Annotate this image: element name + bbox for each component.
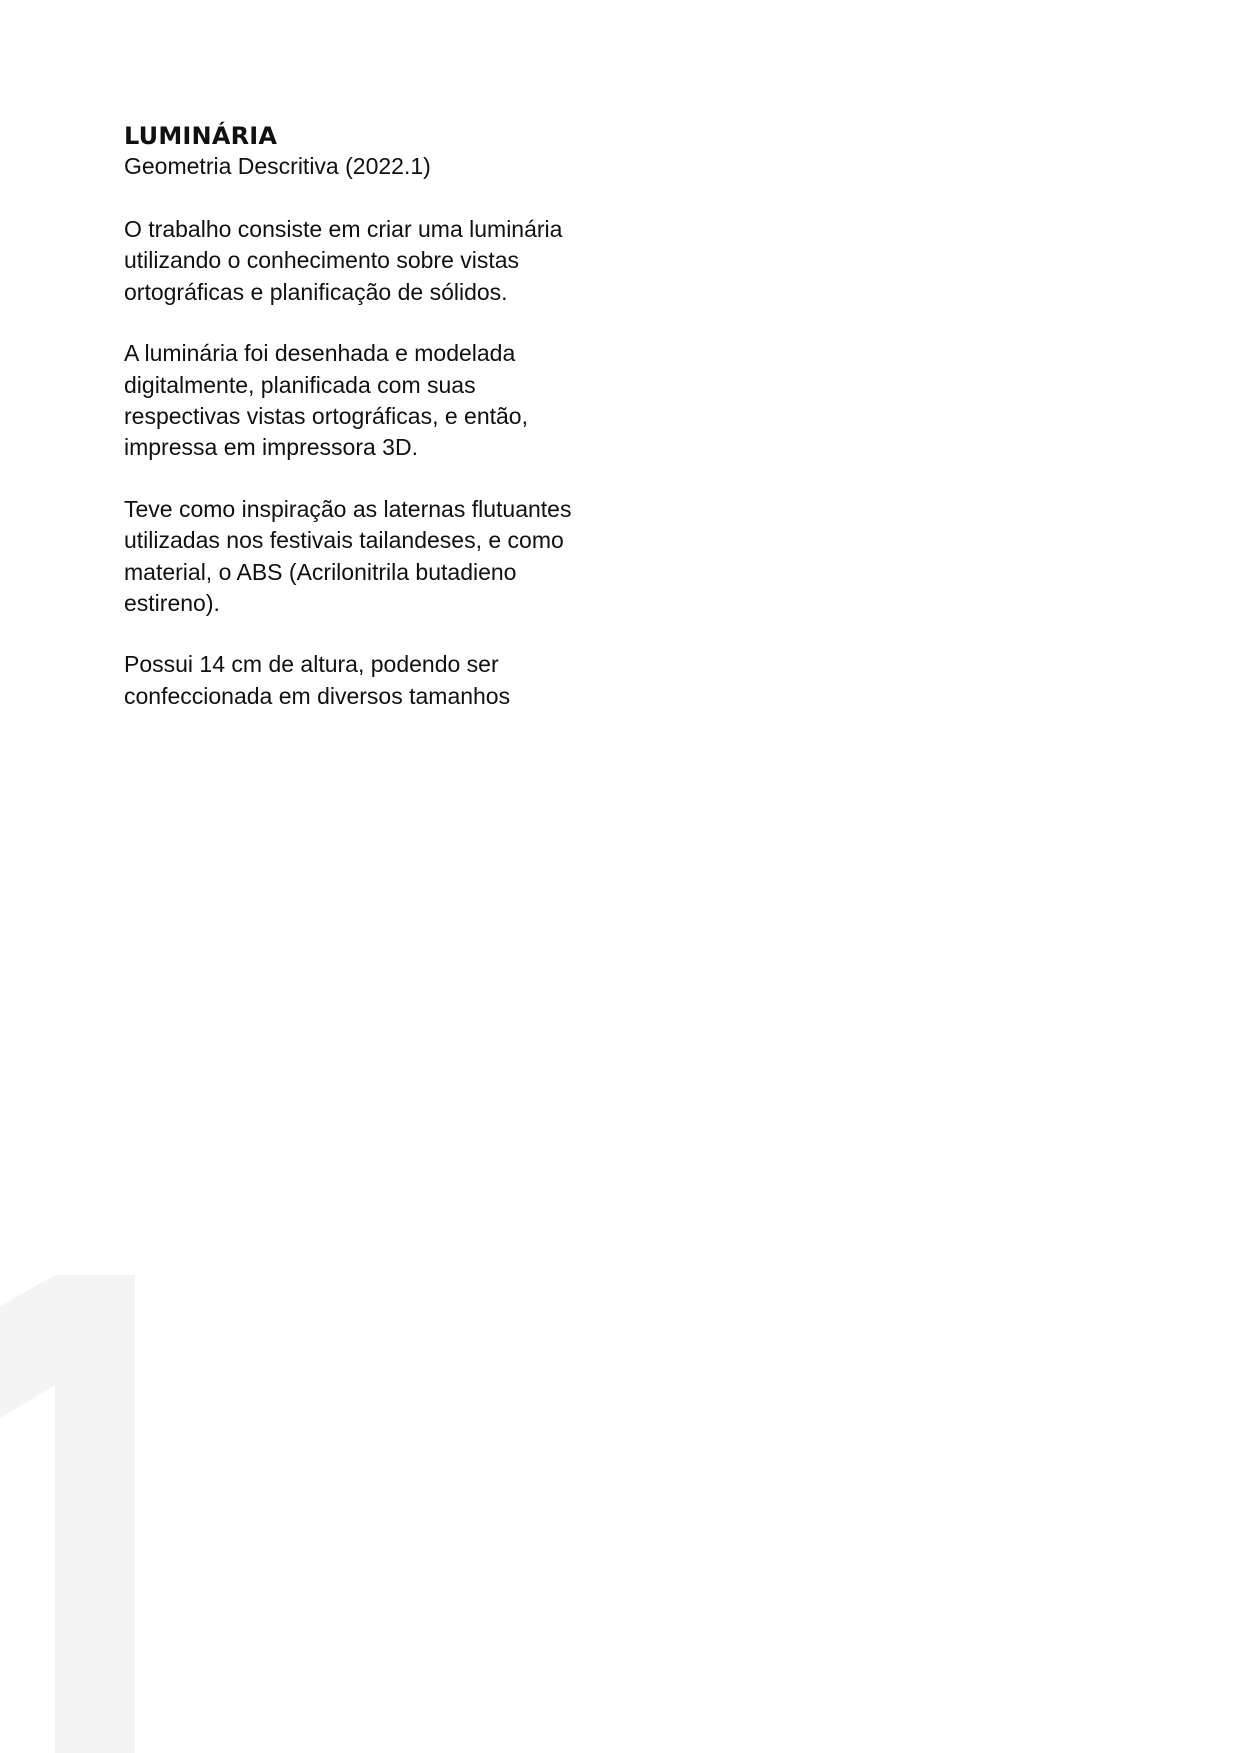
description-paragraph-1: O trabalho consiste em criar uma luminária utilizando o conhecimento sobre vistas ortográficas e planificação de sólidos.	[124, 216, 563, 305]
description-paragraph-4: Possui 14 cm de altura, podendo ser confeccionada em diversos tamanhos	[124, 651, 511, 709]
description-paragraph-3: Teve como inspiração as laternas flutuantes utilizadas nos festivais tailandeses, e como material, o ABS (Acrilonitrila butadieno estireno).	[124, 495, 572, 617]
project-subtitle: Geometria Descritiva (2022.1)	[124, 153, 431, 179]
page-number-watermark	[0, 1170, 180, 1753]
numeral-one-shape	[0, 1170, 180, 1753]
description-paragraph-2: A luminária foi desenhada e modelada digitalmente, planificada com suas respectivas vistas ortográficas, e então, impressa em impressora 3D.	[124, 340, 528, 461]
document-body	[124, 121, 604, 742]
project-title: LUMINÁRIA	[124, 122, 278, 150]
